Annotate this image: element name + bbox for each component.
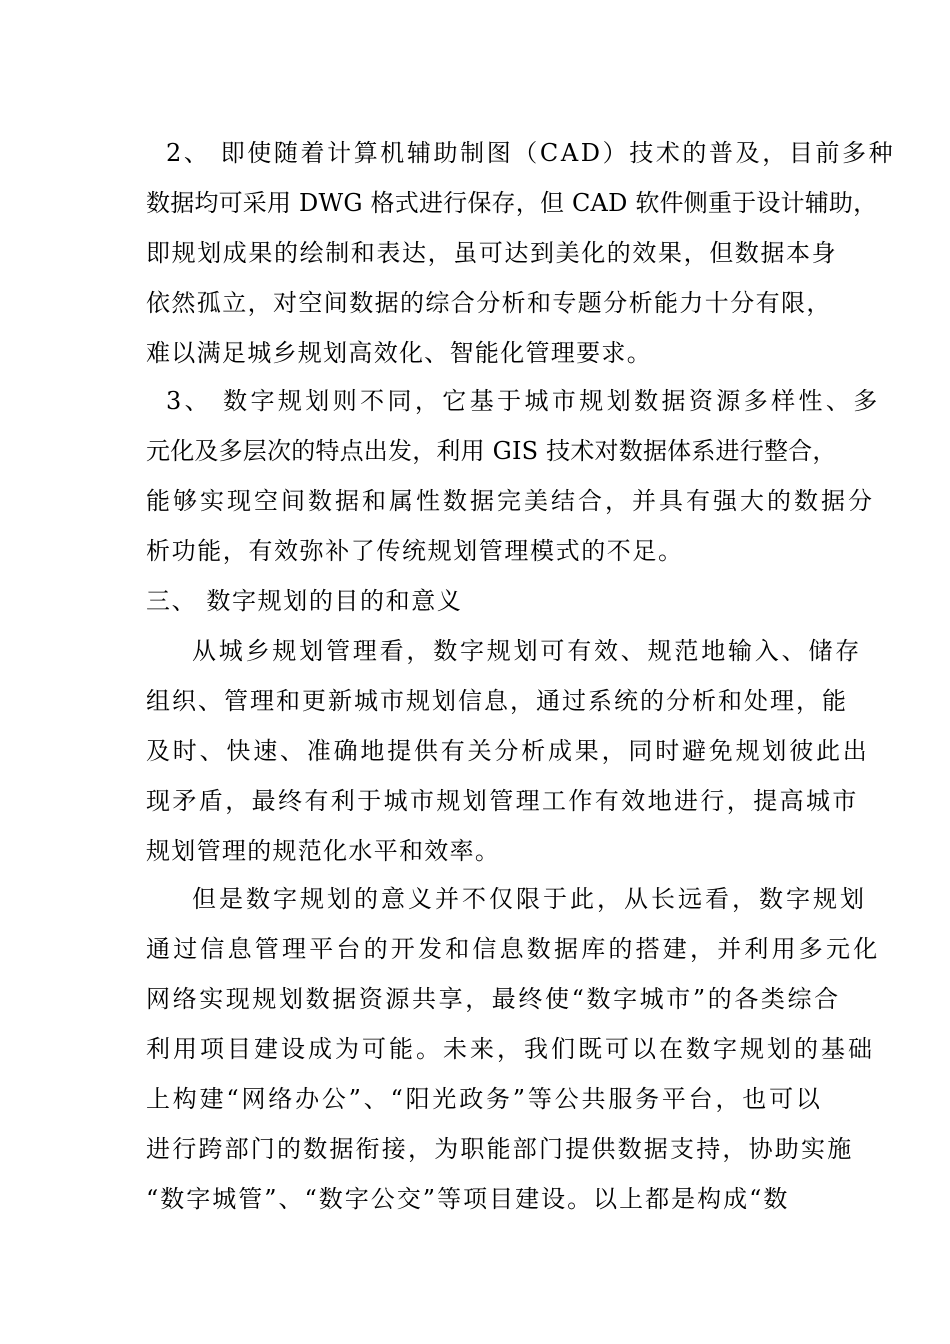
paragraph-a-line-4: 现矛盾，最终有利于城市规划管理工作有效地进行，提高城市: [146, 787, 859, 815]
paragraph-3-line-4: 析功能，有效弥补了传统规划管理模式的不足。: [146, 537, 684, 565]
paragraph-3-line-1: 3、 数字规划则不同，它基于城市规划数据资源多样性、多: [166, 387, 881, 415]
paragraph-a-line-5: 规划管理的规范化水平和效率。: [146, 837, 501, 865]
paragraph-3-line-3: 能够实现空间数据和属性数据完美结合，并具有强大的数据分: [146, 487, 875, 515]
paragraph-3-line-2: 元化及多层次的特点出发，利用 GIS 技术对数据体系进行整合，: [146, 437, 837, 465]
paragraph-b-line-2: 通过信息管理平台的开发和信息数据库的搭建，并利用多元化: [146, 935, 881, 963]
paragraph-a-line-2: 组织、管理和更新城市规划信息，通过系统的分析和处理，能: [146, 687, 848, 715]
paragraph-b-line-6: 进行跨部门的数据衔接，为职能部门提供数据支持，协助实施: [146, 1135, 854, 1163]
paragraph-b-line-1: 但是数字规划的意义并不仅限于此，从长远看，数字规划: [192, 885, 867, 913]
paragraph-2-line-4: 依然孤立，对空间数据的综合分析和专题分析能力十分有限，: [146, 289, 832, 317]
paragraph-a-line-1: 从城乡规划管理看，数字规划可有效、规范地输入、储存: [192, 637, 862, 665]
paragraph-b-line-7: “数字城管”、“数字公交”等项目建设。以上都是构成“数: [146, 1185, 790, 1213]
paragraph-2-line-2: 数据均可采用 DWG 格式进行保存，但 CAD 软件侧重于设计辅助，: [146, 189, 878, 217]
paragraph-b-line-5: 上构建“网络办公”、“阳光政务”等公共服务平台，也可以: [146, 1085, 823, 1113]
paragraph-b-line-3: 网络实现规划数据资源共享，最终使“数字城市”的各类综合: [146, 985, 841, 1013]
paragraph-a-line-3: 及时、快速、准确地提供有关分析成果，同时避免规划彼此出: [146, 737, 870, 765]
paragraph-2-line-1: 2、 即使随着计算机辅助制图（CAD）技术的普及，目前多种: [166, 139, 896, 167]
paragraph-2-line-5: 难以满足城乡规划高效化、智能化管理要求。: [146, 339, 652, 367]
paragraph-b-line-4: 利用项目建设成为可能。未来，我们既可以在数字规划的基础: [146, 1035, 875, 1063]
paragraph-2-line-3: 即规划成果的绘制和表达，虽可达到美化的效果，但数据本身: [146, 239, 838, 267]
section-heading: 三、 数字规划的目的和意义: [146, 587, 463, 615]
